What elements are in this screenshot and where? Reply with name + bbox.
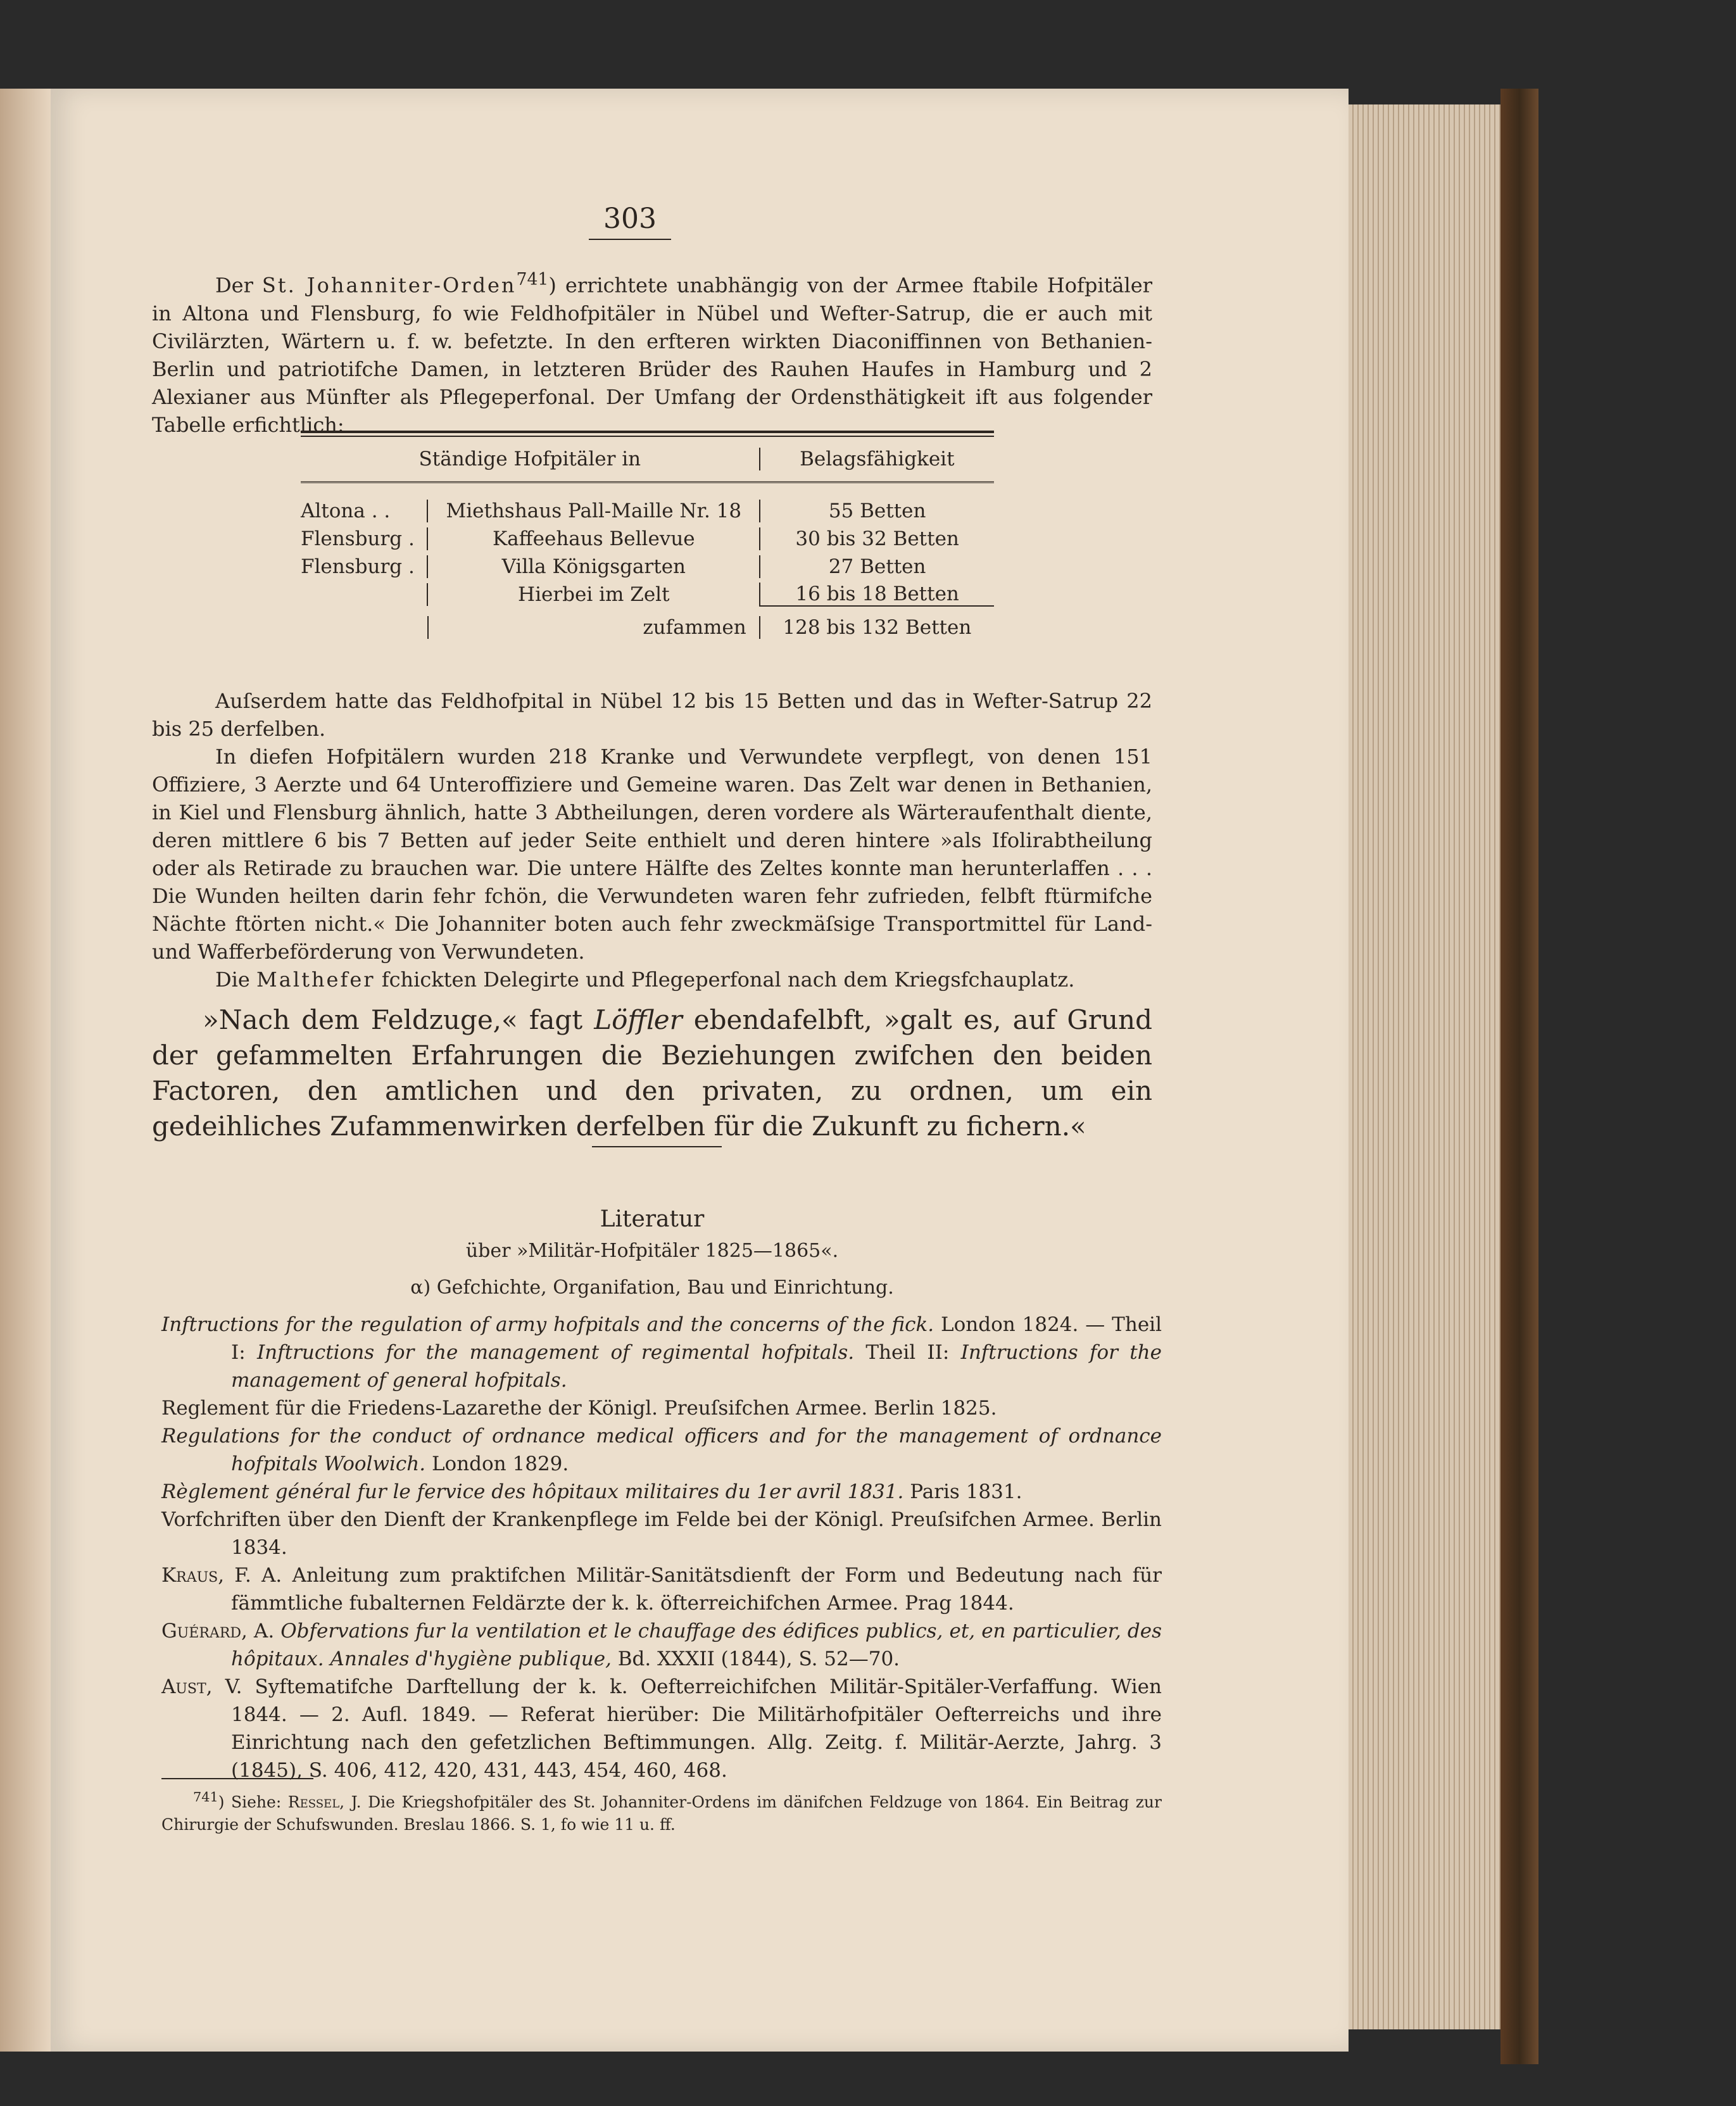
row-place: Flensburg . (301, 527, 415, 550)
header-hospitals: Ständige Hofpitäler in (418, 448, 641, 470)
paragraph-maltese: Die Malthefer fchickten Delegirte und Pflegeperfonal nach dem Kriegsfchauplatz. (215, 968, 1075, 992)
table-total-row (301, 608, 994, 646)
footnote-rule (161, 1778, 313, 1779)
row-hospital: Miethshaus Pall-Maille Nr. 18 (427, 500, 759, 522)
total-value: 128 bis 132 Betten (759, 616, 994, 639)
list-item: Inftructions for the regulation of army hofpitals and the concerns of the fick. London 1824. — Theil I: Inftructions for the management of regimental hofpitals. Theil II: Inftructions for the management of general hofpitals. (161, 1313, 1162, 1392)
paragraph-additional: Auſserdem hatte das Feldhofpital in Nübel 12 bis 15 Betten und das in Wefter-Satrup 22 bis 25 derfelben. (152, 689, 1152, 741)
maltese-name: Malthefer (256, 968, 375, 992)
literature-section: α) Gefchichte, Organifation, Bau und Einrichtung. (410, 1277, 894, 1299)
reference-author: Guérard, A. (161, 1620, 275, 1643)
intro-text: ) errichtete unabhängig von der Armee ftabile Hofpitäler in Altona und Flensburg, fo wie Feldhofpitäler in Nübel und Wefter-Satrup, die er auch mit Civilärzten, Wärtern u. f. w. befetzte. In den erfteren wirkten Diaconiffinnen von Bethanien-Berlin und patriotifche Damen, in letzteren Brüder des Rauhen Haufes in Hamburg und 2 Alexianer aus Münfter als Pflegeperfonal. Der Umfang der Ordensthätigkeit ift aus folgender Tabelle erfichtlich: (152, 273, 1153, 437)
table-body (301, 483, 994, 646)
row-hospital: Kaffeehaus Bellevue (427, 527, 759, 550)
quote-author: Löffler (594, 1004, 682, 1035)
row-place: Flensburg . (301, 555, 415, 578)
table-row (301, 497, 994, 525)
list-item: Guérard, A. Obfervations fur la ventilation et le chauffage des édifices publics, et, en particulier, des hôpitaux. Annales d'hygiène publique, Bd. XXXII (1844), S. 52—70. (161, 1620, 1162, 1670)
page-number: 303 (589, 203, 671, 240)
reference-list (161, 1311, 1162, 1784)
footnote-author: Ressel, J. (287, 1793, 362, 1812)
row-capacity: 30 bis 32 Betten (759, 527, 994, 550)
book-spine (1500, 89, 1538, 2064)
row-capacity: 55 Betten (759, 500, 994, 522)
reference-author: Aust, V. (161, 1675, 242, 1698)
table-row (301, 525, 994, 553)
paragraph-hospitals: In diefen Hofpitälern wurden 218 Kranke und Verwundete verpflegt, von denen 151 Offiziere, 3 Aerzte und 64 Unteroffiziere und Gemeine waren. Das Zelt war denen in Bethanien, in Kiel und Flensburg ähnlich, hatte 3 Abtheilungen, deren vordere als Wärteraufenthalt diente, deren mittlere 6 bis 7 Betten auf jeder Seite enthielt und deren hintere »als Ifolirabtheilung oder als Retirade zu brauchen war. Die untere Hälfte des Zeltes konnte man herunterlaffen . . . Die Wunden heilten darin fehr fchön, die Verwundeten waren fehr zufrieden, felbft ftürmifche Nächte ftörten nicht.« Die Johanniter boten auch fehr zweckmäſsige Transportmittel für Land- und Wafferbeförderung von Verwundeten. (152, 745, 1152, 964)
footnote-ref: 741 (516, 270, 549, 289)
body-text (152, 687, 1152, 1144)
total-label: zufammen (427, 616, 759, 639)
table-top-rule (301, 431, 994, 437)
list-item: Regulations for the conduct of ordnance medical officers and for the management of ordnance hofpitals Woolwich. London 1829. (161, 1425, 1162, 1475)
list-item: Règlement général fur le fervice des hôpitaux militaires du 1er avril 1831. Paris 1831. (161, 1480, 1022, 1503)
list-item: Vorfchriften über den Dienft der Krankenpflege im Felde bei der Königl. Preuſsifchen Armee. Berlin 1834. (161, 1508, 1162, 1559)
intro-prefix: Der (215, 273, 262, 298)
row-capacity: 27 Betten (759, 555, 994, 578)
intro-paragraph (152, 266, 1152, 439)
table-header (301, 437, 994, 483)
row-hospital: Hierbei im Zelt (427, 583, 759, 606)
list-item: Kraus, F. A. Anleitung zum praktifchen Militär-Sanitätsdienft der Form und Bedeutung nach für fämmtliche fubalternen Feldärzte der k. k. öfterreichifchen Armee. Prag 1844. (161, 1564, 1162, 1615)
section-divider (592, 1146, 722, 1147)
previous-page-edge (0, 89, 51, 2052)
table-row (301, 553, 994, 581)
row-capacity: 16 bis 18 Betten (759, 583, 994, 607)
hospital-table (301, 431, 994, 646)
reference-author: Kraus, F. A. (161, 1564, 282, 1587)
order-name: St. Johanniter-Orden (261, 273, 517, 298)
quote-paragraph: »Nach dem Feldzuge,« fagt Löffler ebendafelbft, »galt es, auf Grund der gefammelten Erfahrungen die Beziehungen zwifchen den beiden Factoren, den amtlichen und den privaten, zu ordnen, um ein gedeihliches Zufammenwirken derfelben für die Zukunft zu fichern.« (152, 1004, 1152, 1142)
table-row (301, 581, 994, 608)
row-place: Altona . . (301, 500, 391, 522)
list-item: Aust, V. Syftematifche Darftellung der k. k. Oefterreichifchen Militär-Spitäler-Verfaffung. Wien 1844. — 2. Aufl. 1849. — Referat hierüber: Die Militärhofpitäler Oefterreichs und ihre Einrichtung nach den gefetzlichen Beftimmungen. Allg. Zeitg. f. Militär-Aerzte, Jahrg. 3 (1845), S. 406, 412, 420, 431, 443, 454, 460, 468. (161, 1675, 1162, 1782)
list-item: Reglement für die Friedens-Lazarethe der Königl. Preuſsifchen Armee. Berlin 1825. (161, 1397, 997, 1420)
header-capacity: Belagsfähigkeit (759, 448, 994, 470)
literature-subtitle: über »Militär-Hofpitäler 1825—1865«. (465, 1240, 839, 1262)
page-edges (1349, 104, 1500, 2029)
row-hospital: Villa Königsgarten (427, 555, 759, 578)
literature-title: Literatur (600, 1206, 705, 1232)
footnote: $^{741}$) Siehe: Ressel, J. Die Kriegshofpitäler des St. Johanniter-Ordens im dänifchen Feldzuge von 1864. Ein Beitrag zur Chirurgie der Schufswunden. Breslau 1866. S. 1, fo wie 11 u. ff. (161, 1789, 1162, 1834)
